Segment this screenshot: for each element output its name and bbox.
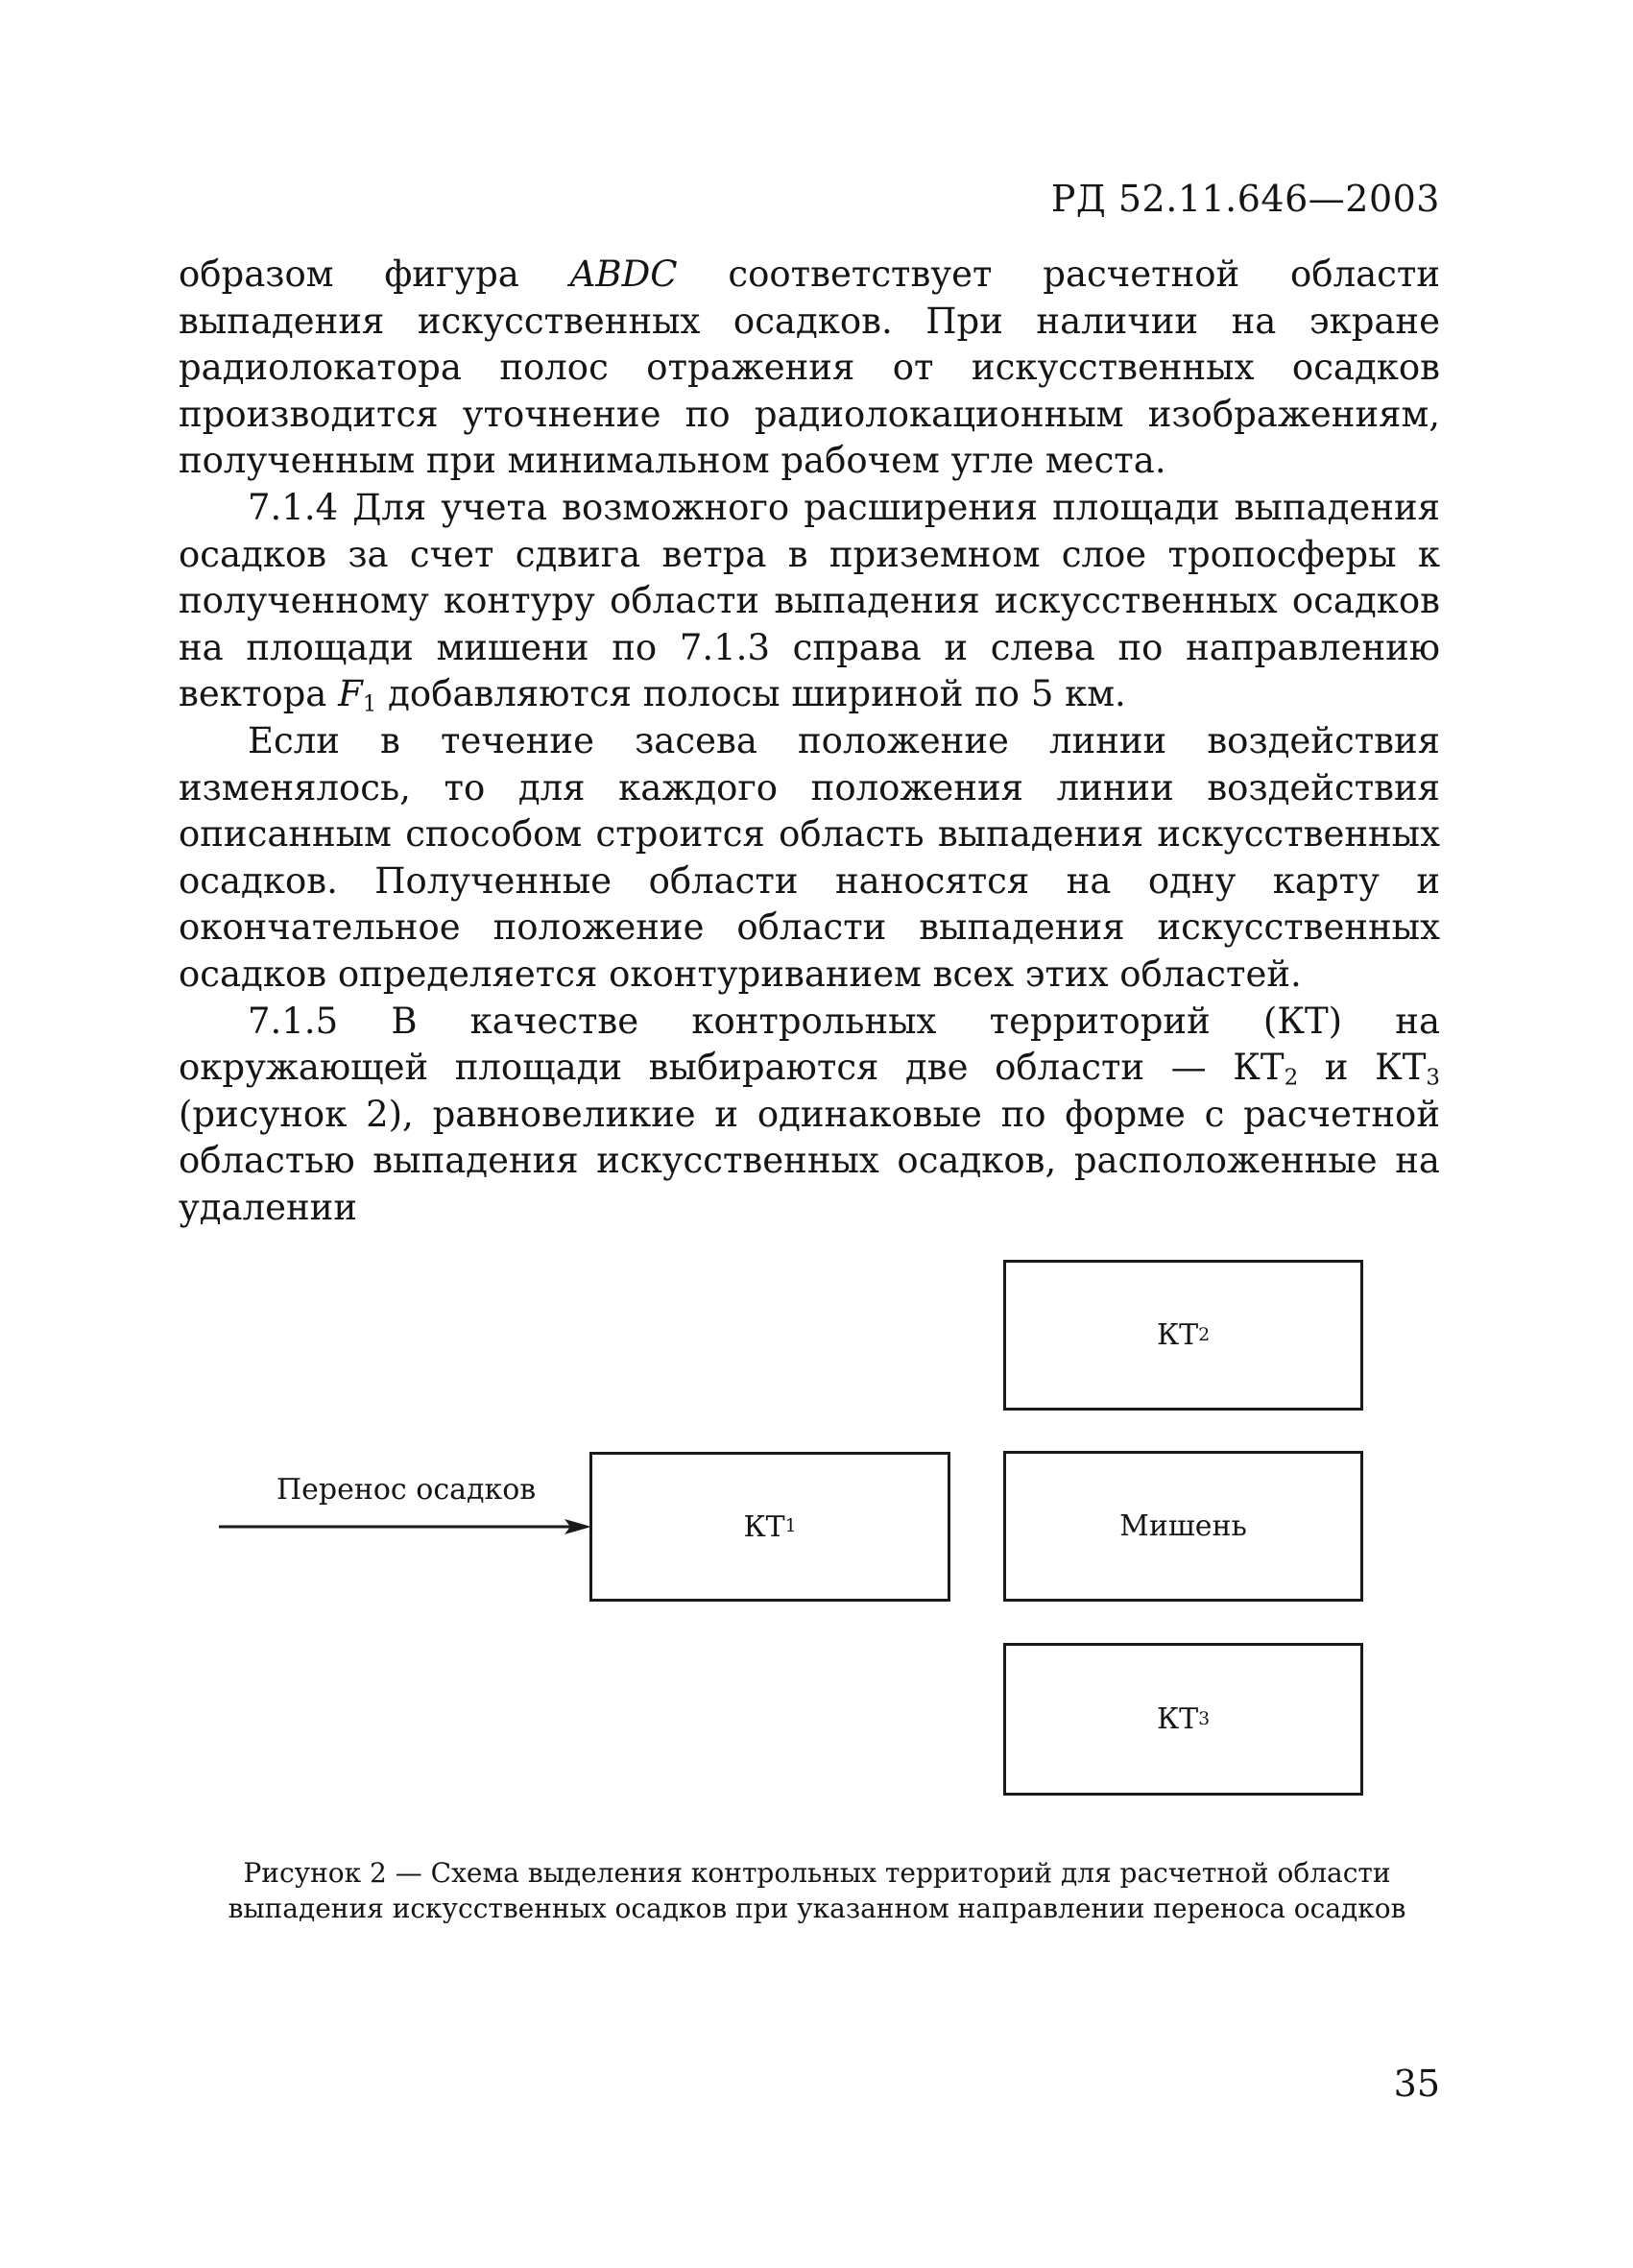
box-kt2: КТ 2 [1003, 1260, 1363, 1411]
paragraph-3: Если в течение засева положение линии воздействия изменялось, то для каждого положения линии воздействия описанным способом строится область выпадения искусственных осадков. Полученные области наносятся на одну карту и окончательное положение области выпадения искусственных осадков определяется оконтуриванием всех этих областей. [179, 719, 1440, 995]
body-text [179, 252, 1440, 1231]
figure-caption: Рисунок 2 — Схема выделения контрольных территорий для расчетной области выпадения искусственных осадков при указанном направлении переноса осадков [228, 1857, 1406, 1924]
paragraph-1: образом фигура ABDC соответствует расчетной области выпадения искусственных осадков. При наличии на экране радиолокатора полос отражения от искусственных осадков производится уточнение по радиолокационным изображениям, полученным при минимальном рабочем угле места. [179, 253, 1440, 482]
box-kt1: КТ 1 [589, 1452, 950, 1602]
figure-label-abdc: ABDC [569, 253, 678, 295]
vector-symbol: F [338, 673, 363, 715]
paragraph-7-1-5: 7.1.5 В качестве контрольных территорий (КТ) на окружающей площади выбираются две области — $КТ_2$ и $КТ_3$ (рисунок 2), равновеликие и одинаковые по форме с расчетной областью выпадения искусственных осадков, расположенные на удалении [179, 1000, 1440, 1228]
precipitation-transfer-arrow-icon [211, 1517, 595, 1536]
box-target: Мишень [1003, 1451, 1363, 1602]
document-code-header: РД 52.11.646—2003 [1050, 178, 1440, 220]
vector-subscript: 1 [362, 692, 377, 718]
arrow-label: Перенос осадков [276, 1473, 537, 1507]
box-kt3: КТ 3 [1003, 1643, 1363, 1796]
page-number: 35 [1393, 2063, 1440, 2105]
paragraph-7-1-4: 7.1.4 Для учета возможного расширения площади выпадения осадков за счет сдвига ветра в приземном слое тропосферы к полученному контуру области выпадения искусственных осадков на площади мишени по 7.1.3 справа и слева по направлению вектора $F_1$ добавляются полосы шириной по 5 км. [179, 486, 1440, 718]
